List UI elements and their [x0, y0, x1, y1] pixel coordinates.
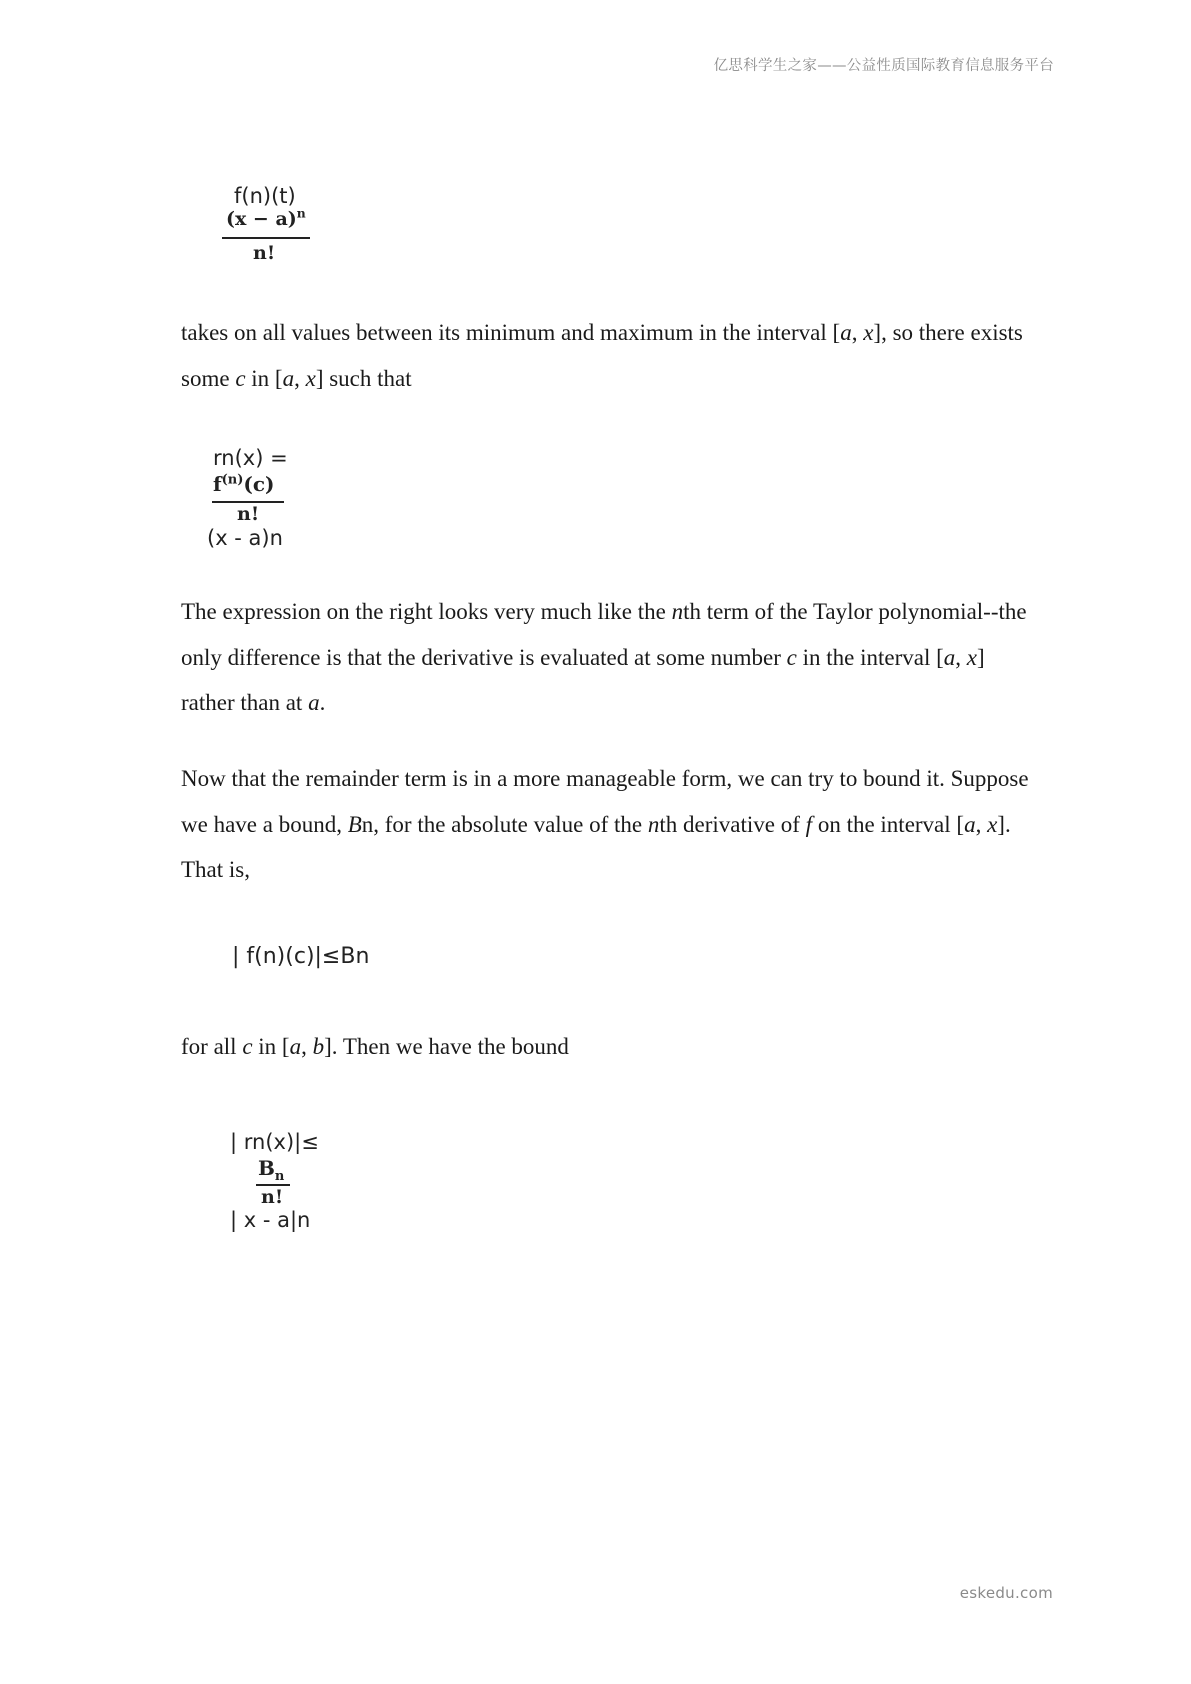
equation-remainder: [205, 446, 315, 556]
equation-numerator: [258, 1156, 285, 1184]
variable: x: [863, 320, 874, 345]
text-run: .: [319, 690, 326, 715]
equation-remainder-bound: [230, 1130, 340, 1240]
equation-derivative-bound: | f(n)(c)|≤Bn: [232, 944, 370, 969]
text-run: ]. Then we have the bound: [324, 1034, 569, 1059]
equation-num-exp: (n): [221, 472, 244, 488]
text-run: on the interval [: [812, 811, 965, 837]
equation-top-line: | rn(x)|≤: [230, 1130, 319, 1154]
text-run: n, for the absolute value of the: [361, 811, 648, 837]
text-run: takes on all values between its minimum and maximum in the interval [: [181, 320, 841, 345]
equation-middle-line: [226, 205, 306, 230]
paragraph-bound-intro: [181, 756, 1031, 893]
variable: x: [966, 644, 978, 670]
variable: c: [786, 644, 797, 670]
variable: n: [647, 811, 660, 837]
equation-nth-term: [208, 184, 318, 274]
text-run: ,: [851, 320, 864, 345]
header-site-title: 亿思科学生之家——公益性质国际教育信息服务平台: [713, 58, 1054, 74]
text-run: ,: [301, 1034, 313, 1059]
variable: a: [840, 320, 852, 345]
text-run: in [: [252, 1034, 290, 1059]
equation-num-arg: (c): [243, 472, 275, 496]
equation-num-base: f: [213, 472, 222, 496]
text-run: ,: [955, 644, 967, 670]
variable: x: [987, 811, 998, 837]
equation-bottom-line: | x - a|n: [230, 1208, 311, 1232]
equation-num-base: B: [258, 1156, 275, 1180]
equation-top-line: f(n)(t): [234, 184, 296, 208]
footer-domain: eskedu.com: [959, 1584, 1053, 1602]
paragraph-then-bound: [181, 1024, 1031, 1070]
variable: B: [347, 811, 362, 837]
text-run: ]. That is,: [181, 811, 1011, 882]
text-run: in the interval [: [796, 644, 944, 670]
variable: a: [282, 365, 295, 391]
paragraph-intermediate-value: [181, 310, 1031, 401]
text-run: in [: [245, 365, 283, 391]
text-run: ,: [975, 811, 988, 837]
variable: a: [943, 644, 956, 670]
variable: c: [242, 1034, 253, 1059]
variable: n: [671, 599, 684, 624]
text-run: ] such that: [315, 365, 412, 391]
variable: a: [289, 1034, 302, 1059]
variable: a: [964, 811, 976, 837]
equation-denominator: n!: [253, 242, 276, 264]
equation-denominator: n!: [261, 1186, 284, 1208]
equation-num-sub: n: [274, 1169, 285, 1184]
text-run: The expression on the right looks very much like the: [181, 599, 672, 624]
variable: f: [805, 811, 813, 837]
text-run: th term of the Taylor polynomial--the only difference is that the derivative is evaluated at some number: [181, 599, 1027, 670]
equation-top-line: rn(x) =: [213, 446, 288, 470]
equation-middle-base: (x − a): [226, 208, 297, 230]
text-run: ,: [294, 365, 306, 391]
equation-middle-exp: n: [296, 205, 306, 221]
variable: b: [312, 1034, 325, 1059]
fraction-bar: [222, 237, 310, 239]
text-run: ] rather than at: [181, 644, 985, 715]
equation-bottom-line: (x - a)n: [207, 526, 283, 550]
equation-numerator: [213, 472, 274, 496]
variable: c: [235, 365, 246, 391]
text-run: Now that the remainder term is in a more manageable form, we can try to bound it. Suppose we have a bound,: [181, 766, 1029, 837]
variable: a: [308, 690, 320, 715]
text-run: th derivative of: [659, 811, 806, 837]
text-run: for all: [181, 1034, 243, 1059]
variable: x: [305, 365, 316, 391]
equation-denominator: n!: [237, 503, 260, 525]
paragraph-expression-explanation: [181, 589, 1031, 726]
text-run: ], so there exists some: [181, 320, 1023, 391]
